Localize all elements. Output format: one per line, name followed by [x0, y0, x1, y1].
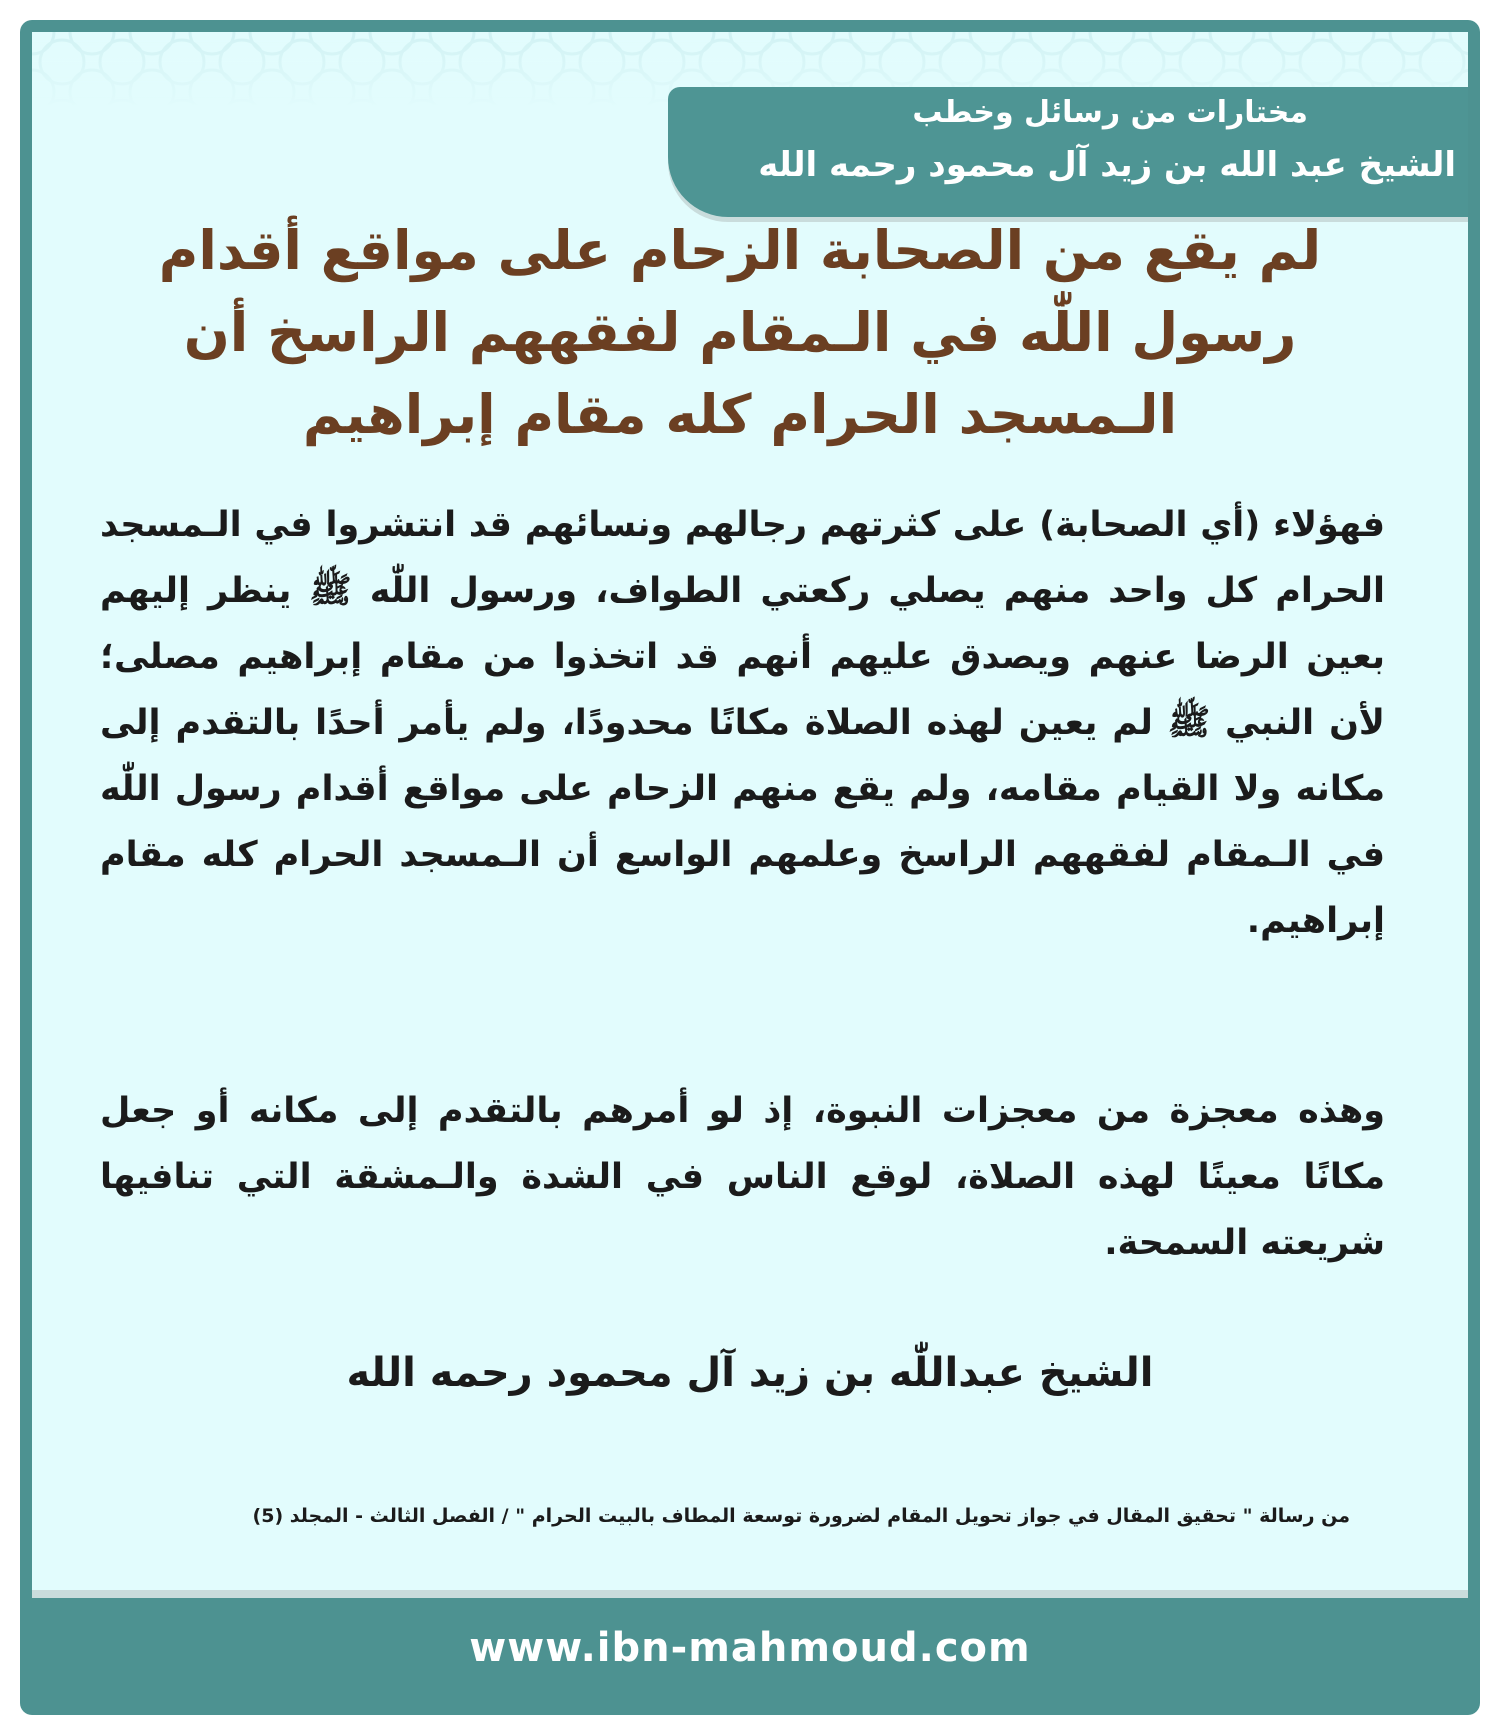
- body-paragraph-2: وهذه معجزة من معجزات النبوة، إذ لو أمرهم بالتقدم إلى مكانه أو جعل مكانًا معينًا لهذه الصلاة، لوقع الناس في الشدة والـمشقة التي تنافيها شريعته السمحة.: [100, 1091, 1385, 1263]
- website-url[interactable]: www.ibn-mahmoud.com: [469, 1625, 1031, 1671]
- article-title: لم يقع من الصحابة الزحام على مواقع أقدام رسول اللّٰه في الـمقام لفقههم الراسخ أن الـمسجد الحرام كله مقام إبراهيم: [158, 219, 1322, 446]
- body-paragraph-1: فهؤلاء (أي الصحابة) على كثرتهم رجالهم ونسائهم قد انتشروا في الـمسجد الحرام كل واحد منهم يصلي ركعتي الطواف، ورسول اللّٰه ﷺ ينظر إليهم بعين الرضا عنهم ويصدق عليهم أنهم قد اتخذوا من مقام إبراهيم مصلى؛ لأن النبي ﷺ لم يعين لهذه الصلاة مكانًا محدودًا، ولم يأمر أحدًا بالتقدم إلى مكانه ولا القيام مقامه، ولم يقع منهم الزحام على مواقع أقدام رسول اللّٰه في الـمقام لفقههم الراسخ وعلمهم الواسع أن الـمسجد الحرام كله مقام إبراهيم.: [100, 505, 1385, 941]
- footer-divider: [32, 1590, 1468, 1598]
- series-title: مختارات من رسائل وخطب: [912, 95, 1308, 130]
- header-banner: [668, 87, 1468, 217]
- author-signature: الشيخ عبداللّٰه بن زيد آل محمود رحمه الله: [346, 1350, 1154, 1396]
- author-title: الشيخ عبد الله بن زيد آل محمود رحمه الله: [758, 145, 1456, 185]
- source-citation: من رسالة " تحقيق المقال في جواز تحويل المقام لضرورة توسعة المطاف بالبيت الحرام " / الفصل الثالث - المجلد (5): [252, 1505, 1350, 1527]
